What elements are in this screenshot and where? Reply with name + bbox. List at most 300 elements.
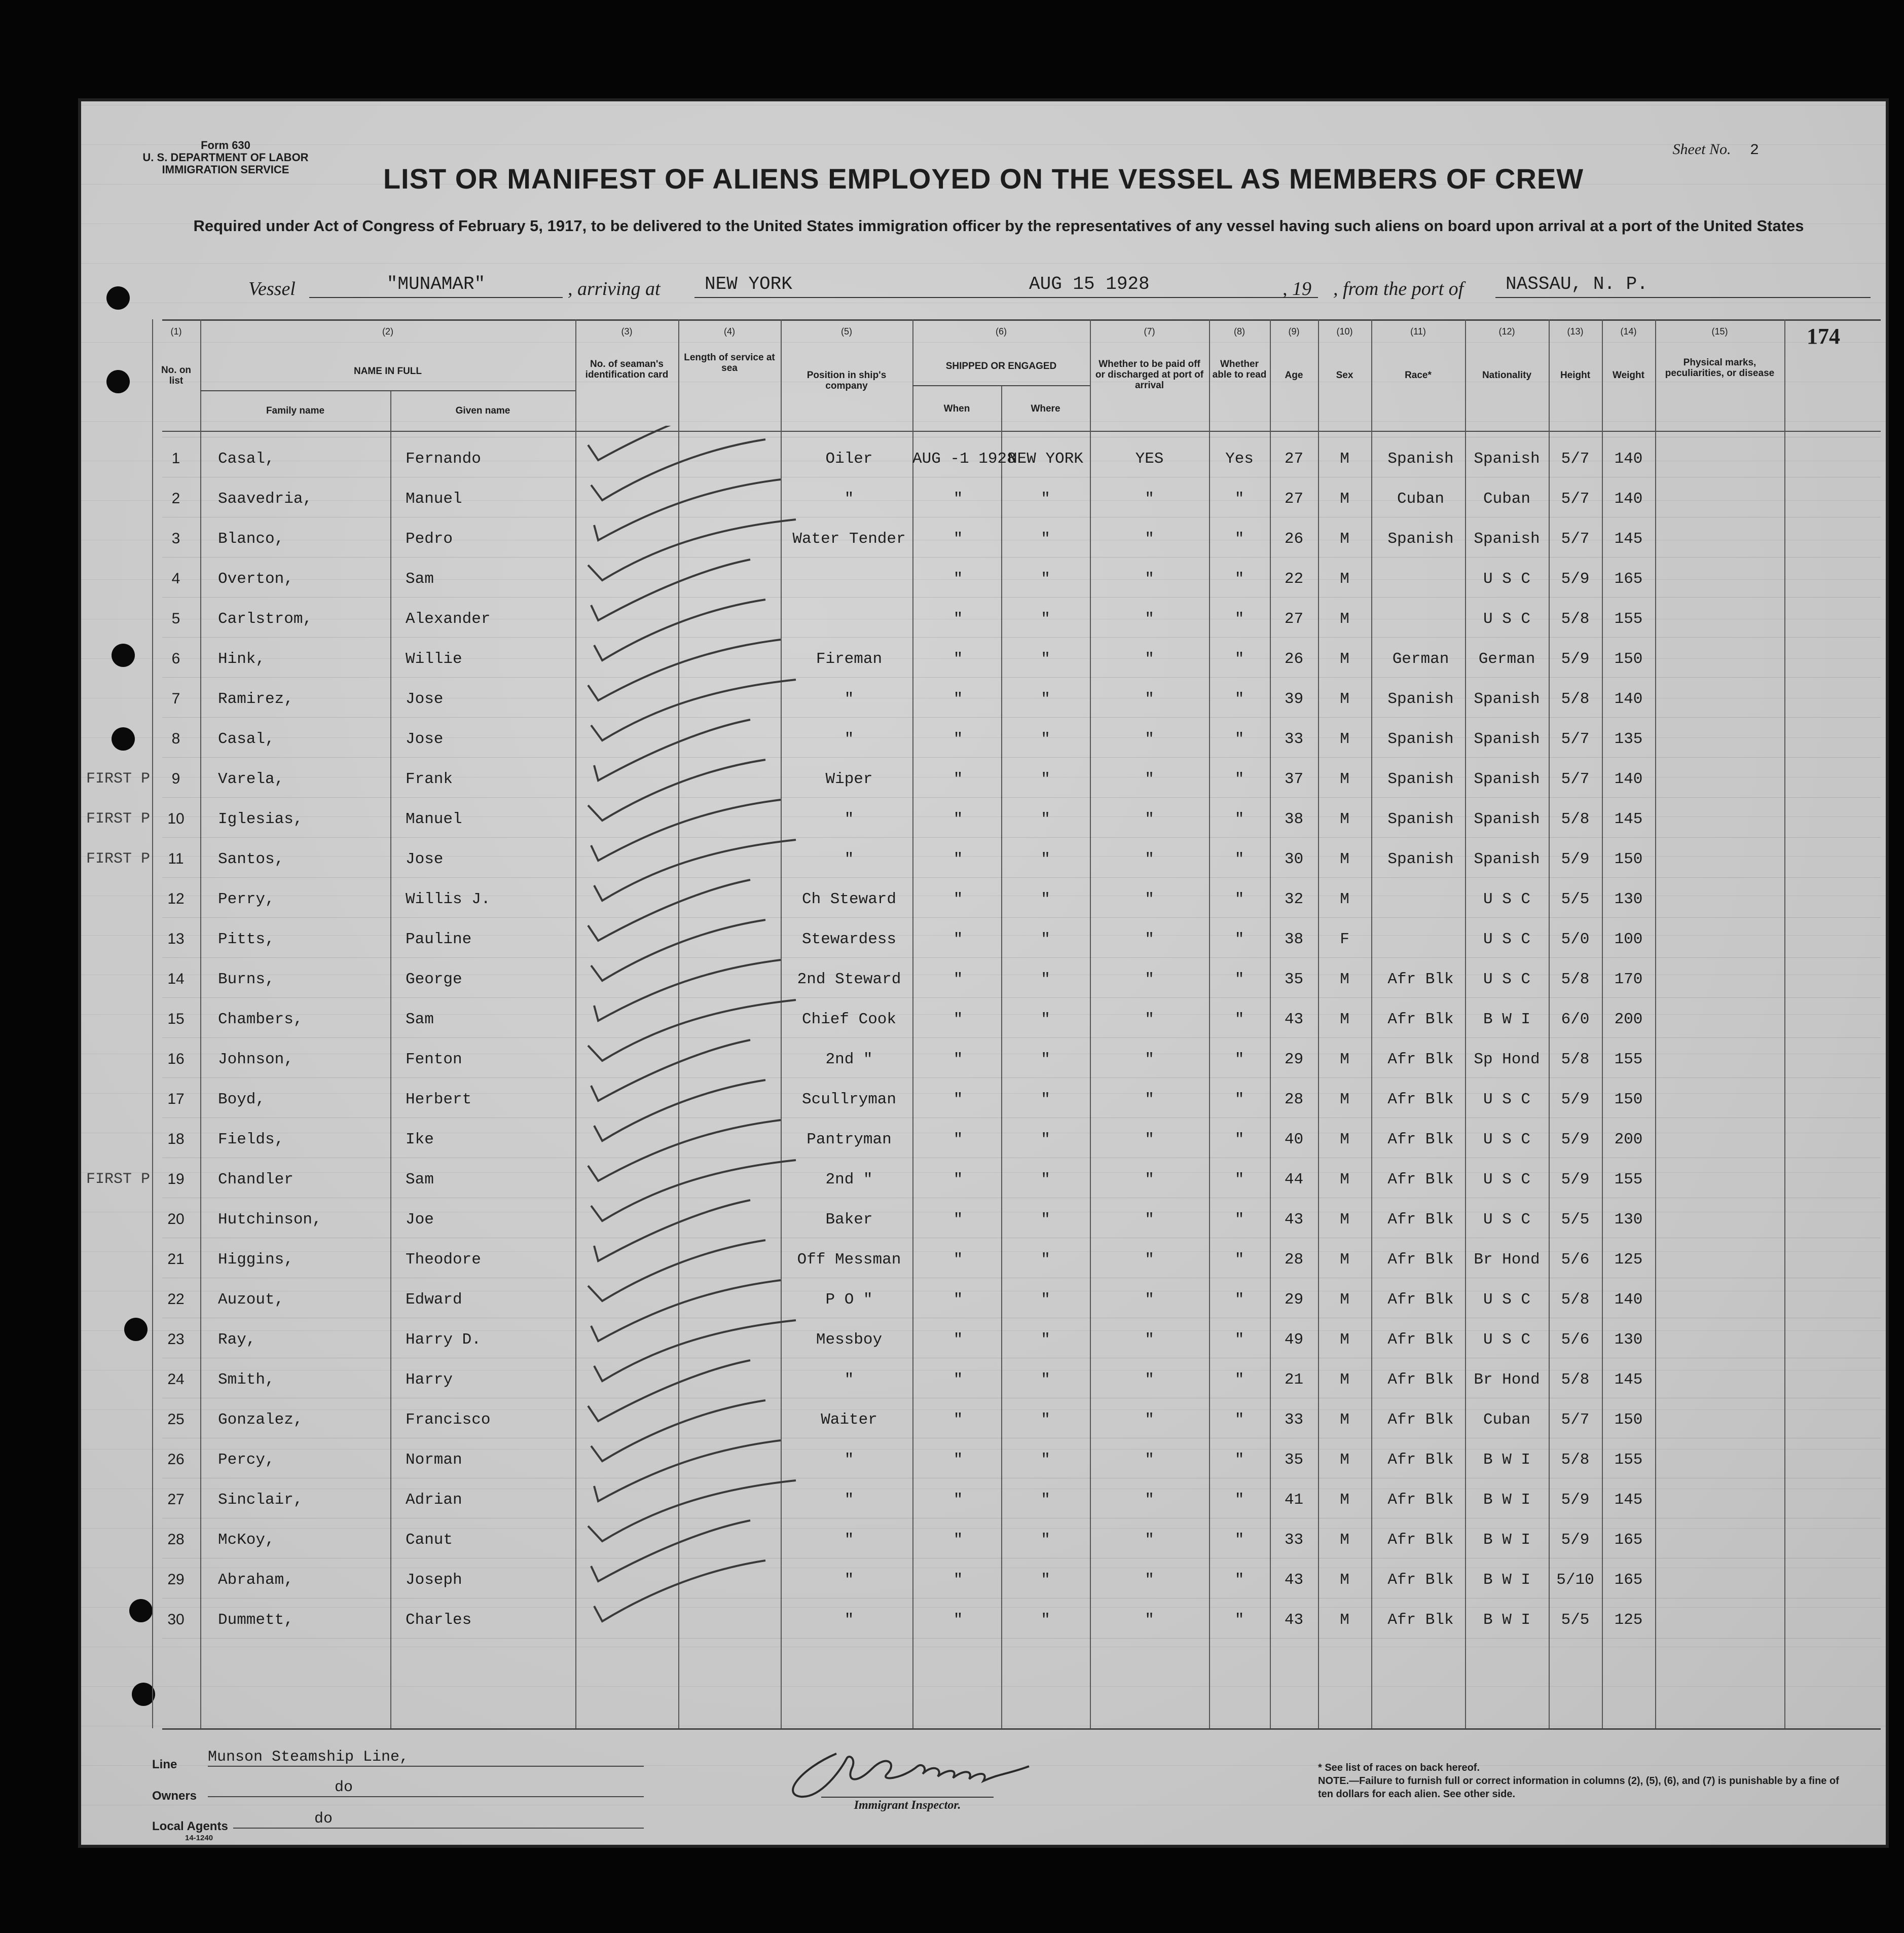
vessel-label: Vessel [248,278,296,300]
cell-height: 6/0 [1561,1011,1590,1028]
cell-weight: 140 [1614,770,1643,788]
cell-family: Sinclair, [218,1491,303,1509]
cell-race: Afr Blk [1387,1571,1454,1589]
agents-label: Local Agents [152,1819,228,1833]
cell-n: 16 [167,1051,185,1067]
cell-weight: 155 [1614,610,1643,628]
cell-height: 5/8 [1561,810,1590,828]
cell-nat: U S C [1483,971,1530,988]
cell-paid: " [1145,1491,1154,1509]
cell-family: Boyd, [218,1091,266,1108]
cell-height: 5/5 [1561,1611,1590,1629]
header-length-service: Length of service at sea [684,352,775,374]
table-row [81,1241,1886,1281]
cell-weight: 145 [1614,1491,1643,1509]
cell-family: Burns, [218,971,275,988]
cell-position: " [844,730,854,748]
cell-where: " [1041,1291,1050,1309]
cell-race: Afr Blk [1387,1171,1454,1188]
cell-given: Pauline [406,931,472,948]
cell-position: " [844,1451,854,1469]
cell-nat: Br Hond [1474,1371,1540,1389]
cell-read: " [1234,1291,1244,1309]
col-number-1: (1) [170,326,182,337]
cell-where: " [1041,1491,1050,1509]
cell-when: " [953,1491,963,1509]
cell-sex: M [1340,1131,1349,1148]
arriving-label: , arriving at [568,278,661,300]
cell-paid: " [1145,1131,1154,1148]
cell-where: " [1041,1571,1050,1589]
note-penalty: NOTE.—Failure to furnish full or correct information in columns (2), (5), (6), and (7) is punishable by a fine of ten dollars for each alien. See other side. [1318,1775,1839,1800]
cell-given: Manuel [406,490,462,508]
cell-when: " [953,1451,963,1469]
cell-paid: " [1145,1531,1154,1549]
cell-height: 5/8 [1561,1051,1590,1068]
cell-read: " [1234,770,1244,788]
cell-height: 5/9 [1561,1091,1590,1108]
cell-where: " [1041,931,1050,948]
cell-when: " [953,1251,963,1269]
table-row [81,1081,1886,1121]
cell-nat: U S C [1483,1291,1530,1309]
cell-weight: 100 [1614,931,1643,948]
cell-sex: M [1340,570,1349,588]
cell-given: Manuel [406,810,462,828]
cell-n: 2 [171,490,180,507]
col-number-2: (2) [382,326,393,337]
cell-paid: " [1145,730,1154,748]
line-value: Munson Steamship Line, [208,1749,644,1767]
cell-weight: 125 [1614,1251,1643,1269]
cell-where: " [1041,1211,1050,1229]
table-row [81,1401,1886,1441]
cell-when: " [953,610,963,628]
cell-nat: Cuban [1483,1411,1530,1429]
cell-read: " [1234,610,1244,628]
cell-where: " [1041,610,1050,628]
cell-race: Spanish [1387,530,1454,548]
cell-position: " [844,1531,854,1549]
cell-n: 5 [171,610,180,627]
table-row [81,1321,1886,1361]
cell-paid: " [1145,1051,1154,1068]
cell-read: " [1234,530,1244,548]
note-races: * See list of races on back hereof. [1318,1762,1480,1773]
cell-race: German [1392,650,1449,668]
header-no-on-list: No. on list [161,365,192,386]
cell-n: 27 [167,1491,185,1508]
cell-age: 43 [1284,1571,1304,1589]
cell-when: " [953,490,963,508]
table-row [81,520,1886,560]
cell-family: Overton, [218,570,294,588]
cell-paid: " [1145,810,1154,828]
cell-race: Afr Blk [1387,1331,1454,1349]
table-top-rule [162,319,1881,321]
row-rule [162,597,1881,598]
cell-given: Sam [406,1171,434,1188]
row-rule [162,637,1881,638]
inspector-label: Immigrant Inspector. [821,1797,994,1812]
cell-where: " [1041,1611,1050,1629]
cell-n: 17 [167,1091,185,1107]
cell-paid: " [1145,530,1154,548]
table-row [81,1521,1886,1561]
cell-position: Pantryman [807,1131,892,1148]
cell-when: " [953,770,963,788]
cell-where: " [1041,650,1050,668]
cell-when: " [953,1331,963,1349]
cell-n: 29 [167,1571,185,1588]
cell-age: 44 [1284,1171,1304,1188]
cell-read: " [1234,650,1244,668]
cell-where: " [1041,1011,1050,1028]
cell-sex: M [1340,1291,1349,1309]
form-code: 14-1240 [185,1834,213,1842]
cell-sex: M [1340,1091,1349,1108]
header-when: When [943,403,970,414]
cell-given: Jose [406,850,444,868]
cell-nat: B W I [1483,1011,1530,1028]
cell-age: 28 [1284,1251,1304,1269]
cell-height: 5/9 [1561,1131,1590,1148]
form-line-1: Form 630 [201,139,250,152]
cell-given: Canut [406,1531,453,1549]
table-row [81,680,1886,720]
cell-height: 5/10 [1556,1571,1594,1589]
from-label: , from the port of [1333,278,1464,300]
cell-n: 24 [167,1371,185,1388]
col-number-11: (11) [1410,326,1426,337]
cell-sex: M [1340,770,1349,788]
cell-race: Afr Blk [1387,1611,1454,1629]
cell-weight: 165 [1614,1531,1643,1549]
cell-given: Francisco [406,1411,491,1429]
cell-height: 5/7 [1561,1411,1590,1429]
cell-when: " [953,810,963,828]
cell-paid: " [1145,931,1154,948]
cell-age: 49 [1284,1331,1304,1349]
cell-height: 5/8 [1561,1451,1590,1469]
cell-given: Alexander [406,610,491,628]
cell-nat: Cuban [1483,490,1530,508]
cell-when: " [953,1611,963,1629]
cell-age: 41 [1284,1491,1304,1509]
shipped-subheader-rule [912,385,1090,386]
cell-side: FIRST P [86,770,151,788]
cell-height: 5/9 [1561,1491,1590,1509]
cell-n: 8 [171,730,180,747]
sheet-label: Sheet No. [1672,141,1731,158]
cell-age: 39 [1284,690,1304,708]
cell-position: Chief Cook [801,1011,897,1028]
cell-given: Joe [406,1211,434,1229]
table-row [81,1161,1886,1201]
header-able-read: Whether able to read [1212,359,1267,380]
cell-position: Waiter [821,1411,877,1429]
cell-sex: F [1340,931,1349,948]
cell-paid: " [1145,1611,1154,1629]
cell-position: " [844,490,854,508]
cell-nat: B W I [1483,1531,1530,1549]
cell-when: " [953,1291,963,1309]
cell-family: Chambers, [218,1011,303,1028]
year-label: , 19 [1283,278,1311,300]
cell-position: " [844,1371,854,1389]
cell-age: 30 [1284,850,1304,868]
cell-nat: Spanish [1474,690,1540,708]
cell-when: " [953,850,963,868]
cell-nat: Spanish [1474,530,1540,548]
punch-hole [106,286,130,310]
cell-weight: 155 [1614,1171,1643,1188]
cell-family: Ramirez, [218,690,294,708]
cell-given: Fernando [406,450,481,468]
owners-label: Owners [152,1789,197,1803]
cell-family: Perry, [218,890,275,908]
cell-paid: " [1145,1091,1154,1108]
inspector-signature [771,1738,1054,1804]
cell-nat: U S C [1483,890,1530,908]
cell-weight: 145 [1614,810,1643,828]
cell-paid: " [1145,890,1154,908]
cell-paid: YES [1135,450,1164,468]
cell-given: Sam [406,570,434,588]
cell-n: 9 [171,770,180,787]
cell-when: " [953,1571,963,1589]
table-row [81,640,1886,680]
cell-sex: M [1340,1611,1349,1629]
cell-read: " [1234,570,1244,588]
cell-height: 5/6 [1561,1251,1590,1269]
cell-where: " [1041,850,1050,868]
cell-nat: U S C [1483,931,1530,948]
cell-weight: 130 [1614,890,1643,908]
cell-height: 5/6 [1561,1331,1590,1349]
table-row [81,880,1886,920]
cell-position: Messboy [816,1331,883,1349]
cell-age: 43 [1284,1211,1304,1229]
form-line-2: U. S. DEPARTMENT OF LABOR [142,151,309,164]
page-subtitle: Required under Act of Congress of February 5, 1917, to be delivered to the United States immigration officer by the representatives of any vessel having such aliens on board upon arrival at a port of the United States [193,217,1804,235]
cell-race: Afr Blk [1387,1411,1454,1429]
cell-when: " [953,730,963,748]
cell-age: 29 [1284,1291,1304,1309]
cell-where: " [1041,1091,1050,1108]
cell-race: Spanish [1387,450,1454,468]
cell-race: Spanish [1387,690,1454,708]
cell-race: Afr Blk [1387,1251,1454,1269]
cell-paid: " [1145,690,1154,708]
cell-given: Fenton [406,1051,462,1068]
cell-weight: 150 [1614,850,1643,868]
row-rule [162,757,1881,758]
cell-nat: U S C [1483,1171,1530,1188]
cell-nat: Spanish [1474,450,1540,468]
cell-read: " [1234,1051,1244,1068]
cell-given: Ike [406,1131,434,1148]
cell-where: " [1041,1451,1050,1469]
cell-read: " [1234,1611,1244,1629]
cell-weight: 150 [1614,1091,1643,1108]
cell-age: 35 [1284,1451,1304,1469]
cell-position: " [844,690,854,708]
cell-family: Iglesias, [218,810,303,828]
cell-when: " [953,1131,963,1148]
cell-weight: 140 [1614,450,1643,468]
col-number-14: (14) [1620,326,1637,337]
cell-n: 28 [167,1531,185,1548]
cell-race: Afr Blk [1387,1451,1454,1469]
cell-n: 26 [167,1451,185,1468]
table-row [81,1281,1886,1321]
cell-family: McKoy, [218,1531,275,1549]
cell-nat: B W I [1483,1611,1530,1629]
cell-age: 26 [1284,650,1304,668]
cell-age: 29 [1284,1051,1304,1068]
cell-side: FIRST P [86,850,151,868]
cell-sex: M [1340,450,1349,468]
cell-read: " [1234,1331,1244,1349]
col-number-13: (13) [1567,326,1584,337]
cell-height: 5/9 [1561,570,1590,588]
name-subheader-rule [200,390,575,391]
cell-race: Spanish [1387,730,1454,748]
cell-read: " [1234,971,1244,988]
cell-sex: M [1340,1531,1349,1549]
cell-read: " [1234,1491,1244,1509]
cell-family: Blanco, [218,530,284,548]
cell-where: " [1041,730,1050,748]
row-rule [162,797,1881,798]
cell-when: " [953,1091,963,1108]
cell-where: " [1041,1251,1050,1269]
cell-given: Theodore [406,1251,481,1269]
cell-read: " [1234,810,1244,828]
cell-age: 22 [1284,570,1304,588]
cell-paid: " [1145,850,1154,868]
cell-age: 28 [1284,1091,1304,1108]
cell-where: " [1041,570,1050,588]
cell-height: 5/8 [1561,690,1590,708]
cell-given: Jose [406,730,444,748]
cell-sex: M [1340,1011,1349,1028]
cell-when: " [953,971,963,988]
col-number-8: (8) [1234,326,1245,337]
page-number: 174 [1807,324,1840,349]
cell-paid: " [1145,1291,1154,1309]
cell-sex: M [1340,1371,1349,1389]
cell-sex: M [1340,1491,1349,1509]
header-physical-marks: Physical marks, peculiarities, or disease [1665,357,1775,379]
cell-given: Charles [406,1611,472,1629]
cell-sex: M [1340,971,1349,988]
cell-n: 19 [167,1171,185,1187]
cell-where: " [1041,971,1050,988]
cell-when: " [953,570,963,588]
cell-paid: " [1145,971,1154,988]
cell-when: " [953,1371,963,1389]
cell-family: Santos, [218,850,284,868]
cell-sex: M [1340,1051,1349,1068]
cell-where: " [1041,690,1050,708]
cell-paid: " [1145,490,1154,508]
table-bottom-rule [162,1728,1881,1730]
cell-race: Spanish [1387,770,1454,788]
cell-n: 13 [167,931,185,947]
cell-weight: 145 [1614,1371,1643,1389]
cell-n: 25 [167,1411,185,1428]
cell-read: " [1234,730,1244,748]
cell-nat: U S C [1483,1211,1530,1229]
cell-family: Chandler [218,1171,294,1188]
table-row [81,760,1886,800]
cell-read: " [1234,1131,1244,1148]
table-row [81,800,1886,840]
table-row [81,920,1886,960]
cell-read: " [1234,1211,1244,1229]
cell-family: Hutchinson, [218,1211,322,1229]
header-sex: Sex [1336,370,1353,381]
cell-side: FIRST P [86,1171,151,1188]
cell-where: " [1041,770,1050,788]
row-rule [162,997,1881,998]
cell-where: " [1041,1331,1050,1349]
cell-family: Casal, [218,730,275,748]
cell-race: Spanish [1387,850,1454,868]
header-id-card: No. of seaman's identification card [585,359,669,380]
row-rule [162,917,1881,918]
cell-sex: M [1340,730,1349,748]
cell-read: " [1234,1531,1244,1549]
table-row [81,440,1886,480]
cell-read: " [1234,1091,1244,1108]
cell-age: 43 [1284,1011,1304,1028]
cell-family: Carlstrom, [218,610,313,628]
cell-n: 1 [171,450,180,467]
cell-where: " [1041,1411,1050,1429]
table-row [81,1361,1886,1401]
cell-n: 6 [171,650,180,667]
cell-given: Joseph [406,1571,462,1589]
cell-read: " [1234,1411,1244,1429]
cell-when: " [953,690,963,708]
cell-sex: M [1340,850,1349,868]
cell-race: Afr Blk [1387,1531,1454,1549]
cell-age: 27 [1284,450,1304,468]
cell-where: " [1041,530,1050,548]
cell-height: 5/7 [1561,770,1590,788]
line-label: Line [152,1758,177,1771]
cell-when: " [953,1531,963,1549]
cell-age: 27 [1284,610,1304,628]
cell-family: Higgins, [218,1251,294,1269]
cell-position: " [844,1491,854,1509]
cell-sex: M [1340,1211,1349,1229]
cell-n: 7 [171,690,180,707]
cell-nat: Br Hond [1474,1251,1540,1269]
header-age: Age [1285,370,1303,381]
table-row [81,1441,1886,1481]
cell-when: " [953,650,963,668]
cell-paid: " [1145,1571,1154,1589]
cell-sex: M [1340,1171,1349,1188]
cell-position: P O " [825,1291,873,1309]
cell-sex: M [1340,1411,1349,1429]
cell-position: Baker [825,1211,873,1229]
cell-height: 5/8 [1561,610,1590,628]
